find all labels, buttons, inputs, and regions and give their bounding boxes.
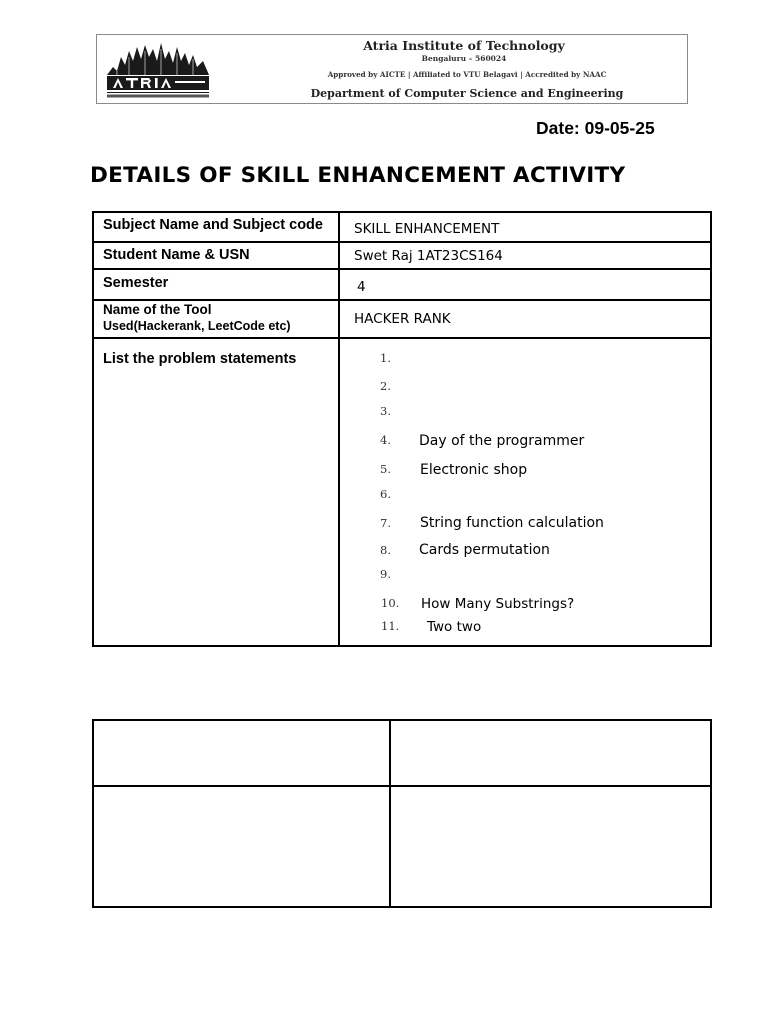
problem-number: 10.: [381, 596, 400, 610]
problem-number: 3.: [380, 404, 391, 418]
institute-name: Atria Institute of Technology: [363, 38, 565, 53]
subject-label: Subject Name and Subject code: [103, 217, 323, 233]
tool-label-line1: Name of the Tool: [103, 302, 212, 317]
details-table: [92, 211, 712, 647]
subject-value: SKILL ENHANCEMENT: [354, 221, 500, 237]
problem-number: 9.: [380, 567, 391, 581]
department-name: Department of Computer Science and Engineering: [310, 87, 624, 100]
table-border: [92, 719, 94, 908]
student-label: Student Name & USN: [103, 247, 250, 263]
problem-number: 1.: [380, 351, 391, 365]
semester-label: Semester: [103, 275, 169, 291]
table-border: [92, 241, 712, 243]
problem-number: 5.: [380, 462, 391, 476]
institute-approval: Approved by AICTE | Affiliated to VTU Belagavi | Accredited by NAAC: [327, 70, 607, 79]
document-title: DETAILS OF SKILL ENHANCEMENT ACTIVITY: [90, 163, 626, 188]
table-border: [92, 785, 712, 787]
institute-city: Bengaluru – 560024: [421, 54, 507, 63]
problem-text: Electronic shop: [420, 462, 528, 478]
table-border: [338, 211, 340, 647]
table-border: [92, 337, 712, 339]
problem-number: 11.: [381, 619, 400, 633]
tool-value: HACKER RANK: [354, 311, 451, 327]
problem-text: How Many Substrings?: [421, 596, 575, 612]
problem-number: 2.: [380, 379, 391, 393]
problem-number: 6.: [380, 487, 391, 501]
letterhead: [96, 34, 688, 104]
problem-text: String function calculation: [420, 515, 604, 531]
institute-logo: [103, 37, 213, 101]
tool-label-line2: Used(Hackerank, LeetCode etc): [103, 319, 291, 333]
problem-text: Cards permutation: [419, 542, 550, 558]
problem-text: Day of the programmer: [419, 433, 585, 449]
problem-number: 8.: [380, 543, 391, 557]
table-border: [389, 719, 391, 908]
table-border: [92, 906, 712, 908]
semester-value: 4: [357, 279, 366, 295]
table-border: [710, 211, 712, 647]
problem-text: Two two: [427, 619, 482, 635]
table-border: [92, 719, 712, 721]
empty-table: [92, 719, 712, 908]
problem-number: 7.: [380, 516, 391, 530]
student-value: Swet Raj 1AT23CS164: [354, 248, 503, 264]
table-border: [92, 299, 712, 301]
table-border: [92, 645, 712, 647]
document-date: Date: 09-05-25: [536, 118, 655, 138]
table-border: [92, 211, 94, 647]
table-border: [92, 268, 712, 270]
problems-label: List the problem statements: [103, 351, 297, 367]
table-border: [710, 719, 712, 908]
problem-number: 4.: [380, 433, 391, 447]
table-border: [92, 211, 712, 213]
